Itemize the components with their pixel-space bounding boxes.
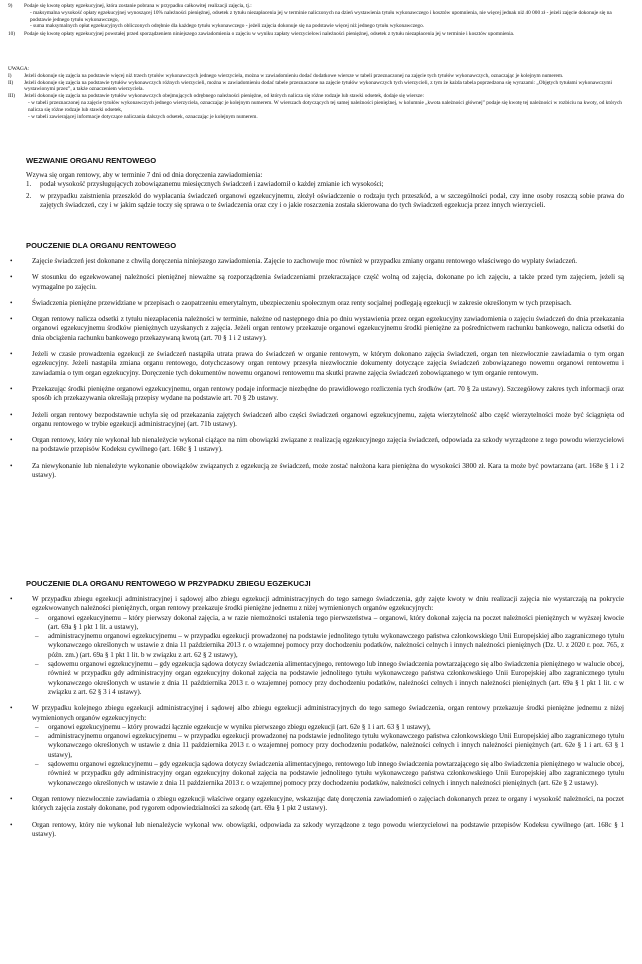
list-item	[0, 704, 624, 788]
sub-item: – administracyjnemu organowi egzekucyjnemu – w przypadku egzekucji prowadzonej na podstawie jednolitego tytułu wykonawczego państwa członkowskiego Unii Europejskiej albo zagranicznego tytułu wykonawczego określonych w ustawie z dnia 11 października 2013 r. o wzajemnej pomocy przy dochodzeniu podatków, należności celnych i innych należności pieniężnych (art. 62e § 1 i art. 63 § 1 ustawy),	[32, 732, 624, 760]
list-item-text: • W przypadku kolejnego zbiegu egzekucji administracyjnej i sądowej albo zbiegu egzekucji administracyjnych do tego samego świadczenia, organ rentowy przekazuje środki pieniężne jednemu z niżej wymienionych organów egzekucyjnych:	[32, 704, 624, 722]
uwaga-text: - w tabeli zawierającej informacje dotyczące naliczania dalszych odsetek, oznaczając je kolejnym numerem.	[28, 113, 258, 120]
list-item: • W stosunku do egzekwowanej należności pieniężnej nieważne są rozporządzenia świadczeniami przekraczające część wolną od zajęcia, dokonane po ich zajęciu, a także przed tym zajęciem, jeżeli są wymagalne po zajęciu.	[0, 273, 624, 292]
list-item: • Organ rentowy niezwłocznie zawiadamia o zbiegu egzekucji właściwe organy egzekucyjne, wskazując datę doręczenia zawiadomień o zajęciach dokonanych przez te organy i wysokość należności, na poczet których zajęcia zostały dokonane, pod rygorem odpowiedzialności za szkodę (art. 69a § 1 pkt 2 ustawy).	[0, 795, 624, 814]
sub-item: – organowi egzekucyjnemu – który prowadzi łącznie egzekucje w wyniku pierwszego zbiegu egzekucji (art. 62e § 1 i art. 63 § 1 ustawy),	[32, 723, 624, 732]
section-title: WEZWANIE ORGANU RENTOWEGO	[26, 156, 157, 165]
uwaga-number: II)	[8, 79, 14, 86]
list-item: • Za niewykonanie lub nienależyte wykonanie obowiązków związanych z egzekucją ze świadczeń, może zostać nałożona kara pieniężna do wysokości 3800 zł. Kara ta może być powtarzana (art. 168e § 1 i 2 ustawy).	[0, 462, 624, 481]
uwaga-number: III)	[8, 93, 16, 100]
list-item: • Jeżeli w czasie prowadzenia egzekucji ze świadczeń nastąpiła utrata prawa do świadczeń w organie rentowym, w którym dokonano zajęcia świadczeń, organ ten niezwłocznie zawiadamia o tym organ egzekucyjny. Jeżeli nastąpiła zmiana organu rentowego, dotychczasowy organ rentowy przesyła niezwłocznie dokumenty dotyczące zajęcia świadczeń zobowiązanego nowemu organowi rentowemu i zawiadamia o tym organ egzekucyjny. Doręczenie tych dokumentów nowemu organowi rentowemu ma skutki prawne zajęcia świadczeń zobowiązanego w tym organie rentowym.	[0, 350, 624, 378]
pouczenie-zbieg-section	[26, 579, 624, 846]
footnote-text: Podaje się kwotę opłaty egzekucyjnej powstałej przed sporządzeniem niniejszego zawiadomienia o zajęciu w wyniku zapłaty wierzycielowi należności pieniężnej, odsetek z tytułu niezapłacenia jej w terminie i kosztów upomnienia.	[24, 31, 515, 38]
list-item-text: • W przypadku zbiegu egzekucji administracyjnej i sądowej albo zbiegu egzekucji administracyjnych do tego samego świadczenia, gdy zajęte kwoty w dniu realizacji zajęcia nie wystarczają na pokrycie egzekwowanych należności pieniężnych, organ rentowy przekazuje środki pieniężne jednemu z niżej wymienionych organów egzekucyjnych:	[32, 595, 624, 613]
sub-item: – sądowemu organowi egzekucyjnemu – gdy egzekucja sądowa dotyczy świadczenia alimentacyjnego, rentowego lub innego świadczenia powtarzającego się albo świadczenia pieniężnego w walucie obcej, również w przypadku gdy administracyjny organ egzekucyjny dokonał zajęcia na podstawie jednolitego tytułu wykonawczego państwa członkowskiego Unii Europejskiej albo zagranicznego tytułu wykonawczego określonych w ustawie z dnia 11 października 2013 r. o wzajemnej pomocy przy dochodzeniu podatków, należności celnych i innych należności pieniężnych (art. 62e § 2 ustawy).	[32, 760, 624, 788]
section-title: POUCZENIE DLA ORGANU RENTOWEGO W PRZYPADKU ZBIEGU EGZEKUCJI	[26, 579, 311, 588]
footnote-10	[8, 31, 632, 38]
footnote-text: Podaje się kwotę opłaty egzekucyjnej, która zostanie pobrana w przypadku całkowitej realizacji zajęcia, tj.:	[24, 3, 252, 9]
uwaga-number: I)	[8, 72, 12, 79]
footnotes	[8, 3, 632, 38]
footnote-text: - suma maksymalnych opłat egzekucyjnych obliczonych odrębnie dla każdego tytułu wykonawczego - jeżeli zajęcia dokonuje się na podstawie więcej niż jednego tytułu wykonawczego.	[30, 23, 425, 30]
list-item: • Jeżeli organ rentowy bezpodstawnie uchyla się od przekazania zajętych świadczeń albo części świadczeń organowi egzekucyjnemu, zajęta wierzytelność albo część wierzytelności może być ściągnięta od organu rentowego w trybie egzekucji administracyjnej (art. 71b ustawy).	[0, 411, 624, 430]
uwaga-item-1	[8, 73, 632, 80]
list-item: • Organ rentowy, który nie wykonał lub nienależycie wykonał ciążące na nim obowiązki związane z realizacją egzekucyjnego zajęcia świadczeń, odpowiada za szkody wyrządzone z tego powodu wierzycielowi na podstawie przepisów Kodeksu cywilnego (art. 168c § 1 ustawy).	[0, 436, 624, 455]
footnote-number: 9)	[8, 3, 13, 9]
uwaga-text: Jeżeli dokonuje się zajęcia na podstawie tytułów wykonawczych różnych wierzycieli, można w zawiadomieniu dodać tabele przeznaczone na zajęcie tytułów wykonawczych tych wierzycieli, z tym że każda tabela poprzedzona się wyrazami: „Objętych tytułami wykonawczymi wystawionymi przez”, a także oznaczeniem wierzyciela.	[24, 79, 613, 93]
sub-item: – organowi egzekucyjnemu – który pierwszy dokonał zajęcia, a w razie niemożności ustalenia tego pierwszeństwa – organowi, który dokonał zajęcia na poczet należności pieniężnych w wyższej kwocie (art. 69a § 1 pkt 1 lit. a ustawy),	[32, 614, 624, 633]
sub-item: – sądowemu organowi egzekucyjnemu – gdy egzekucja sądowa dotyczy świadczenia alimentacyjnego, rentowego lub innego świadczenia powtarzającego się albo świadczenia pieniężnego w walucie obcej, również w przypadku gdy administracyjny organ egzekucyjny dokonał zajęcia na podstawie jednolitego tytułu wykonawczego państwa członkowskiego Unii Europejskiej albo zagranicznego tytułu wykonawczego określonych w ustawie z dnia 11 października 2013 r. o wzajemnej pomocy przy dochodzeniu podatków, należności celnych i innych należności pieniężnych (art. 69a § 1 pkt 1 lit. c w związku z art. 62 § 3 i 4 ustawy).	[32, 660, 624, 697]
zbieg-list	[0, 595, 624, 839]
sub-item: – administracyjnemu organowi egzekucyjnemu – w przypadku egzekucji prowadzonej na podstawie jednolitego tytułu wykonawczego państwa członkowskiego Unii Europejskiej albo zagranicznego tytułu wykonawczego określonych w ustawie z dnia 11 października 2013 r. o wzajemnej pomocy przy dochodzeniu podatków, należności celnych i innych należności pieniężnych (Dz. U. z 2020 r. poz. 765, z późn. zm.) (art. 69a § 1 pkt 1 lit. b w związku z art. 62 § 2 ustawy),	[32, 632, 624, 660]
pouczenie-section	[26, 241, 624, 487]
list-item	[0, 595, 624, 697]
list-item: • Przekazując środki pieniężne organowi egzekucyjnemu, organ rentowy podaje informacje niezbędne do prawidłowego rozliczenia tych środków (art. 70 § 2a ustawy). Szczegółowy zakres tych informacji oraz sposób ich przekazywania określają przepisy wydane na podstawie art. 70 § 2b ustawy.	[0, 385, 624, 404]
list-item: • Zajęcie świadczeń jest dokonane z chwilą doręczenia niniejszego zawiadomienia. Zajęcie to zachowuje moc również w przypadku zmiany organu rentowego właściwego do wypłaty świadczeń.	[0, 257, 624, 266]
list-item: • Organ rentowy nalicza odsetki z tytułu niezapłacenia należności w terminie, należne od następnego dnia po dniu wystawienia przez organ egzekucyjny zawiadomienia o zajęciu świadczeń do dnia przekazania organowi egzekucyjnemu środków pieniężnych uzyskanych z zajęcia. Jeżeli organ rentowy przekazuje organowi egzekucyjnemu środki pieniężne za pośrednictwem rachunku bankowego, nalicza odsetki do dnia obciążenia rachunku bankowego przekazywaną kwotą (art. 70 § 1 i 2 ustawy).	[0, 315, 624, 343]
pouczenie-list	[0, 257, 624, 480]
uwaga-text: Jeżeli dokonuje się zajęcia na podstawie więcej niż trzech tytułów wykonawczych jednego wierzyciela, można w zawiadomieniu dodać dodatkowe wiersze w tabeli przeznaczonej na zajęcie tych tytułów wykonawczych, oznaczając je kolejnym numerem.	[24, 72, 564, 79]
footnote-9	[8, 3, 632, 30]
uwaga-item-3	[8, 93, 632, 120]
list-item: • Świadczenia pieniężne przewidziane w przepisach o zaopatrzeniu emerytalnym, ubezpieczeniu społecznym oraz renty socjalnej podlegają egzekucji w zakresie określonym w tych przepisach.	[0, 299, 624, 308]
footnote-text: - maksymalna wysokość opłaty egzekucyjnej wynoszącej 10% należności pieniężnej, odsetek z tytułu niezapłacenia jej w terminie naliczonych na dzień wystawienia tytułu wykonawczego i kosztów upomnienia, nie więcej jednak niż 40 000 zł - jeżeli zajęcie dokonuje się na podstawie jednego tytułu wykonawczego,	[30, 9, 612, 23]
uwaga-heading: UWAGA:	[8, 66, 30, 72]
uwaga-text: - w tabeli przeznaczonej na zajęcie tytułów wykonawczych jednego wierzyciela, oznaczając je kolejnym numerem. W wierszach dotyczących tej samej należności pieniężnej, w kolumnie „kwota należności głównej” podaje się kwotę tej należności w rozbiciu na kwoty, od których nalicza się różne rodzaje lub stawki odsetek,	[28, 99, 622, 113]
footnote-number: 10)	[8, 31, 16, 38]
uwaga-item-2	[8, 80, 632, 94]
wezwanie-intro: Wzywa się organ rentowy, aby w terminie 7 dni od dnia doręczenia zawiadomienia:	[26, 171, 263, 179]
list-text: podał wysokość przysługujących zobowiązanemu miesięcznych świadczeń i zawiadomił o każdej zmianie ich wysokości;	[40, 180, 384, 189]
wezwanie-section	[26, 156, 624, 210]
section-title: POUCZENIE DLA ORGANU RENTOWEGO	[26, 241, 177, 250]
wezwanie-item-2	[26, 192, 624, 211]
wezwanie-item-1	[26, 180, 624, 189]
list-number: 2.	[26, 191, 32, 200]
list-text: w przypadku zaistnienia przeszkód do wypłacania świadczeń organowi egzekucyjnemu, złożył oświadczenie o rodzaju tych przeszkód, a w szczególności podał, czy inne osoby roszczą sobie prawa do zajętych świadczeń, czy i w jakim sądzie toczy się sprawa o te świadczenia oraz czy i o jakie roszczenia została skierowana do tych świadczeń egzekucja przez innych wierzycieli.	[40, 191, 624, 209]
list-number: 1.	[26, 180, 32, 189]
list-item: • Organ rentowy, który nie wykonał lub nienależycie wykonał ww. obowiązki, odpowiada za szkody wyrządzone z tego powodu wierzycielowi na podstawie przepisów Kodeksu cywilnego (art. 168c § 1 ustawy).	[0, 821, 624, 840]
uwaga-block	[8, 66, 632, 120]
uwaga-text: Jeżeli dokonuje się zajęcia na podstawie tytułów wykonawczych obejmujących odrębnego należności pieniężne, od których nalicza się różne rodzaje lub stawki odsetek, dodaje się wiersze:	[24, 93, 424, 100]
